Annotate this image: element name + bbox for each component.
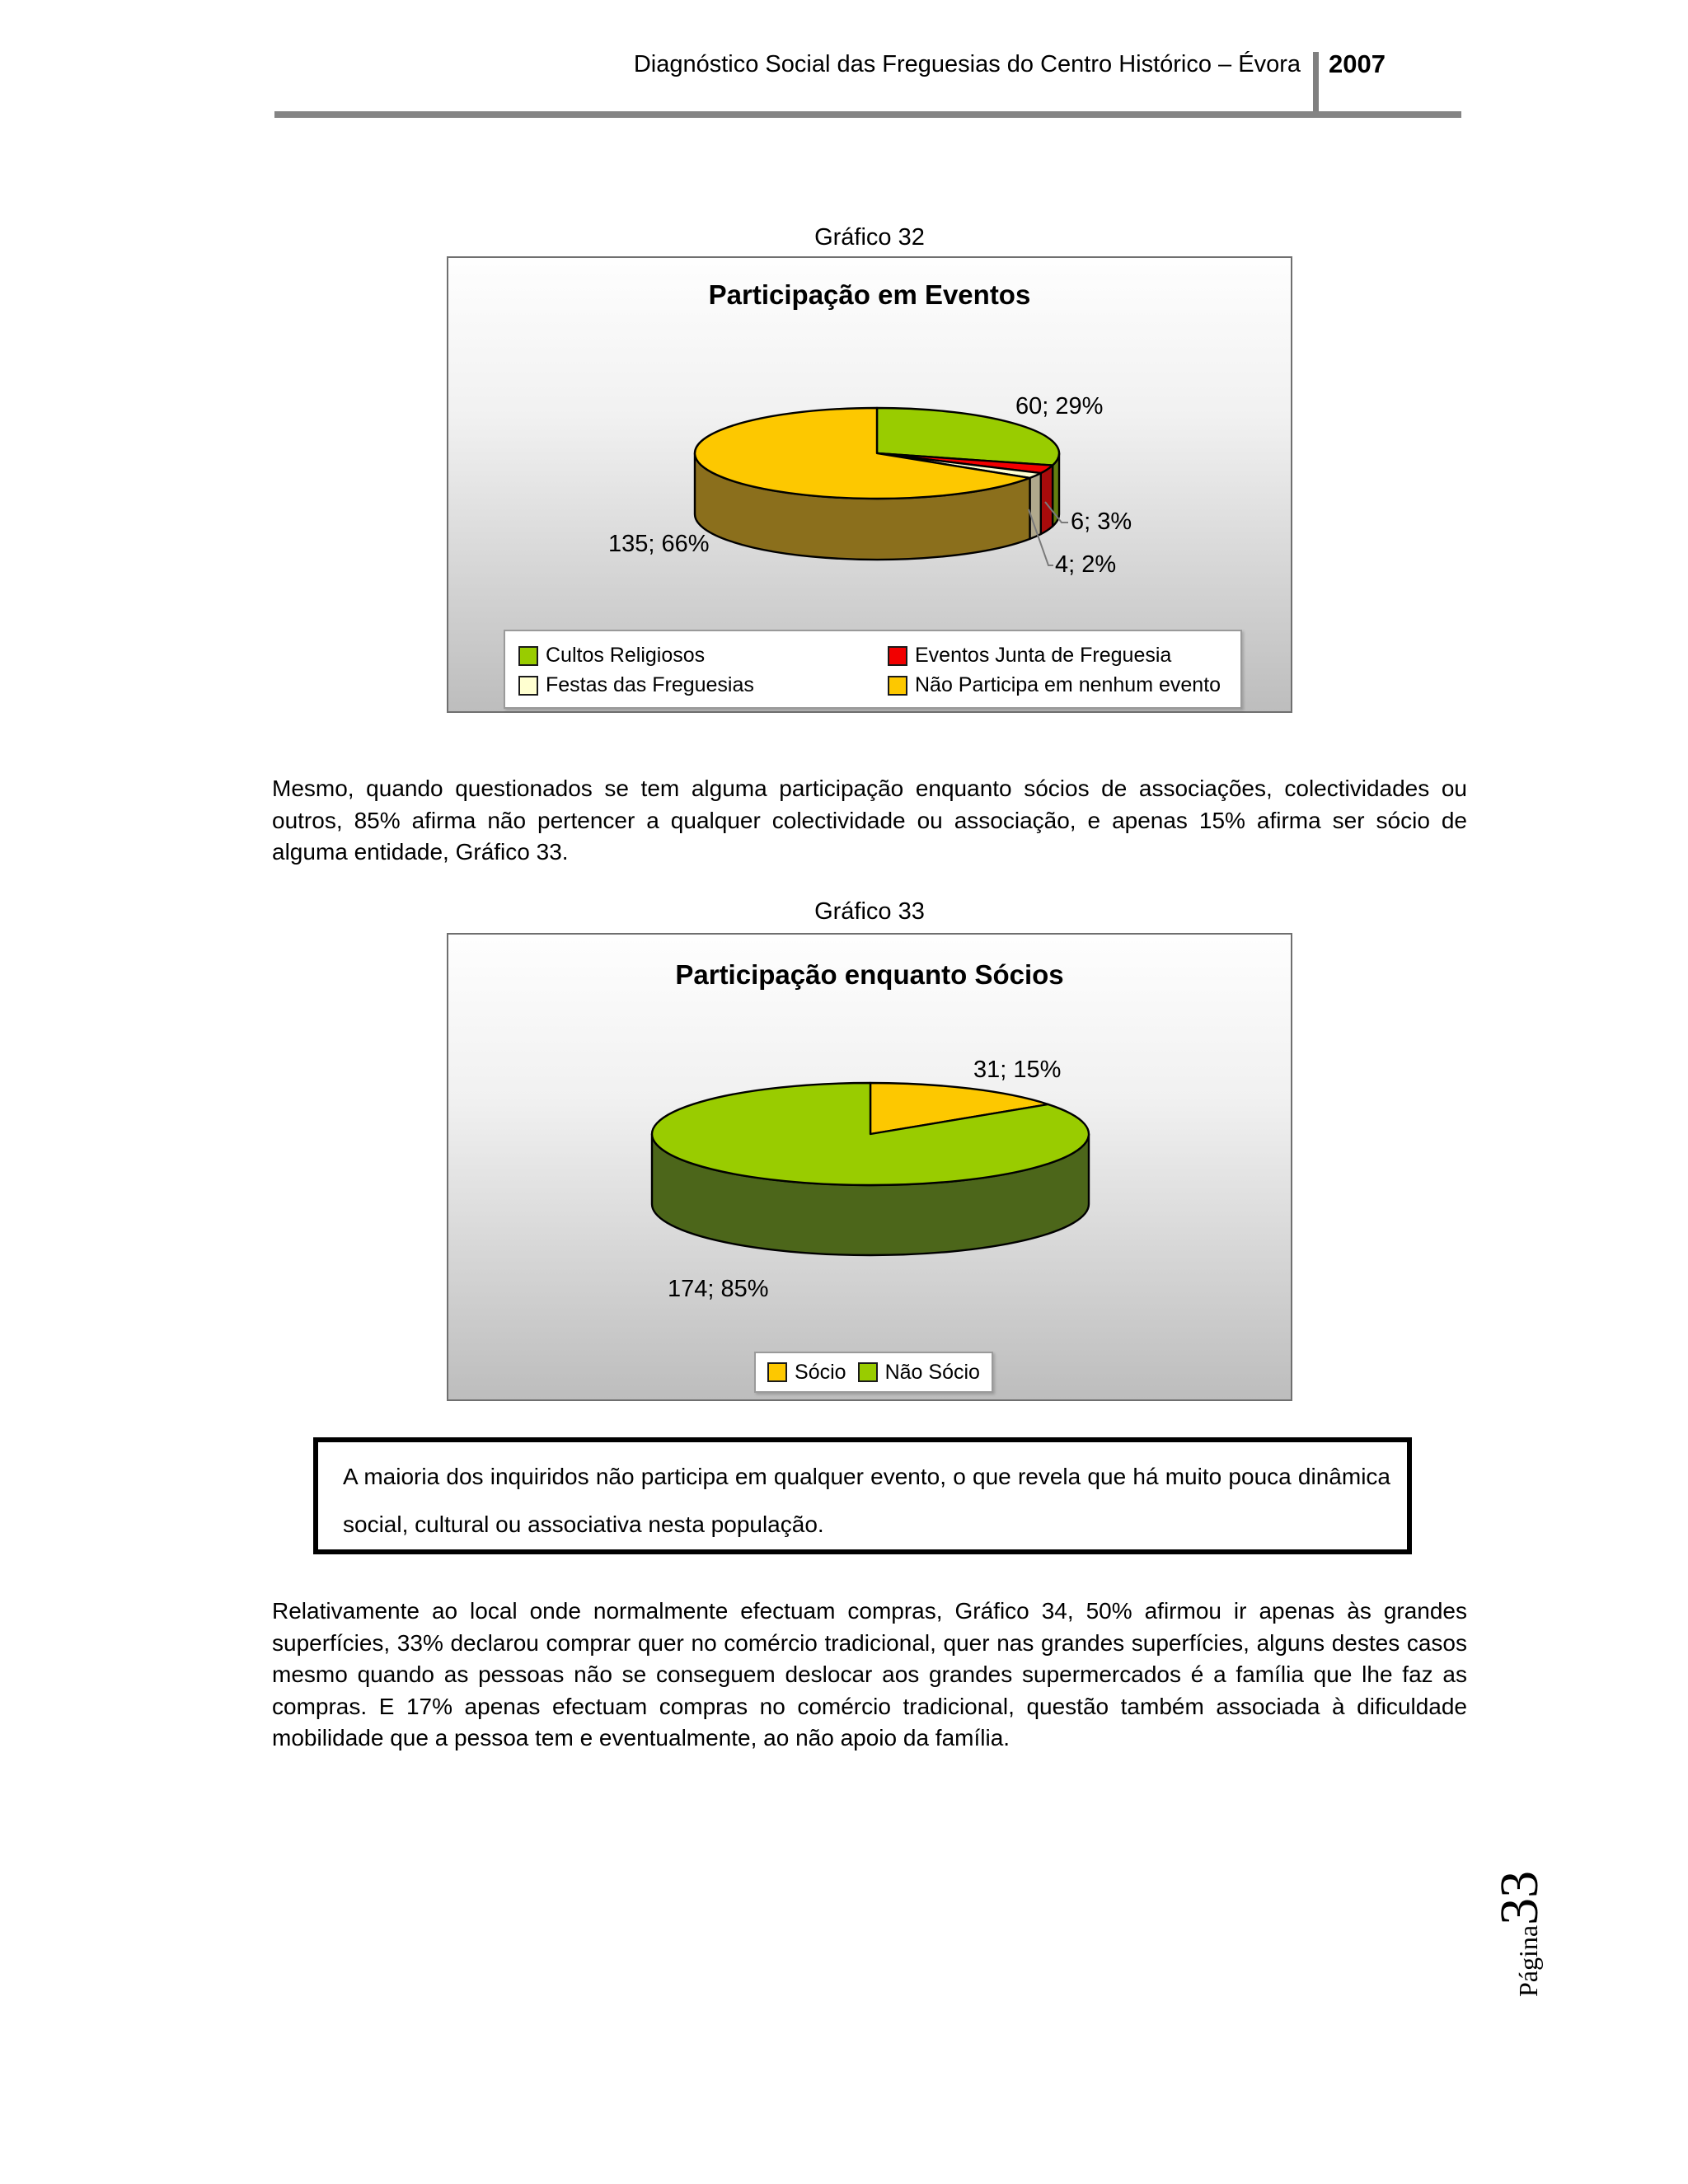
data-label-eventos: 6; 3% [1071,509,1132,535]
header-rule [274,111,1461,118]
chart-32 [447,256,1292,713]
chart-33-caption: Gráfico 33 [814,898,925,925]
data-label-nao-participa: 135; 66% [608,531,710,557]
legend-item-nao-socio [858,1361,980,1385]
page-number [1489,1832,1550,1997]
pie-chart-socios [448,935,1291,1399]
header-divider [1313,52,1319,118]
legend-events [504,630,1242,709]
legend-label: Eventos Junta de Freguesia [915,644,1172,667]
data-label-cultos: 60; 29% [1015,393,1104,419]
chart-32-title: Participação em Eventos [708,279,1031,310]
header-title: Diagnóstico Social das Freguesias do Centro Histórico – Évora [633,51,1301,77]
legend-item-nao-participa [888,673,1236,697]
legend-marker-eventos [888,646,907,666]
chart-33 [447,933,1292,1401]
legend-item-cultos [518,644,888,668]
legend-marker-cultos [518,646,538,666]
header-year: 2007 [1329,49,1386,78]
paragraph-sociosintro: Mesmo, quando questionados se tem alguma participação enquanto sócios de associações, colectividades ou outros, 85% afirma não pertencer a qualquer colectividade ou associação, e apenas 15% afirma ser sócio de alguma entidade, Gráfico 33. [272,776,1467,865]
chart-32-caption: Gráfico 32 [814,224,925,251]
legend-label: Cultos Religiosos [546,644,706,667]
legend-socios [754,1352,993,1393]
callout-box: A maioria dos inquiridos não participa em qualquer evento, o que revela que há muito pouca dinâmica social, cultural ou associativa nesta população. [313,1437,1412,1554]
legend-marker-festas [518,676,538,696]
data-label-nao-socio: 174; 85% [668,1276,769,1302]
data-label-socio: 31; 15% [973,1057,1062,1083]
data-label-festas: 4; 2% [1055,551,1117,578]
legend-label: Festas das Freguesias [546,673,754,696]
legend-marker-socio [767,1362,787,1382]
legend-label: Não Participa em nenhum evento [915,673,1221,696]
legend-item-eventos [888,644,1236,668]
page-number-value: 33 [1489,1870,1550,1925]
chart-33-title: Participação enquanto Sócios [675,959,1064,990]
legend-item-socio [767,1361,846,1385]
page-number-prefix: Página [1513,1924,1543,1997]
legend-item-festas [518,673,888,697]
legend-marker-nao-socio [858,1362,878,1382]
legend-marker-nao-participa [888,676,907,696]
legend-label: Sócio [795,1360,846,1384]
paragraph-compras: Relativamente ao local onde normalmente efectuam compras, Gráfico 34, 50% afirmou ir apenas às grandes superfícies, 33% declarou comprar quer no comércio tradicional, quer nas grandes superfícies, alguns destes casos mesmo quando as pessoas não se conseguem deslocar aos grandes supermercados é a família que lhe faz as compras. E 17% apenas efectuam compras no comércio tradicional, questão também associada à dificuldade mobilidade que a pessoa tem e eventualmente, ao não apoio da família. [272,1598,1467,1750]
legend-label: Não Sócio [884,1360,980,1384]
